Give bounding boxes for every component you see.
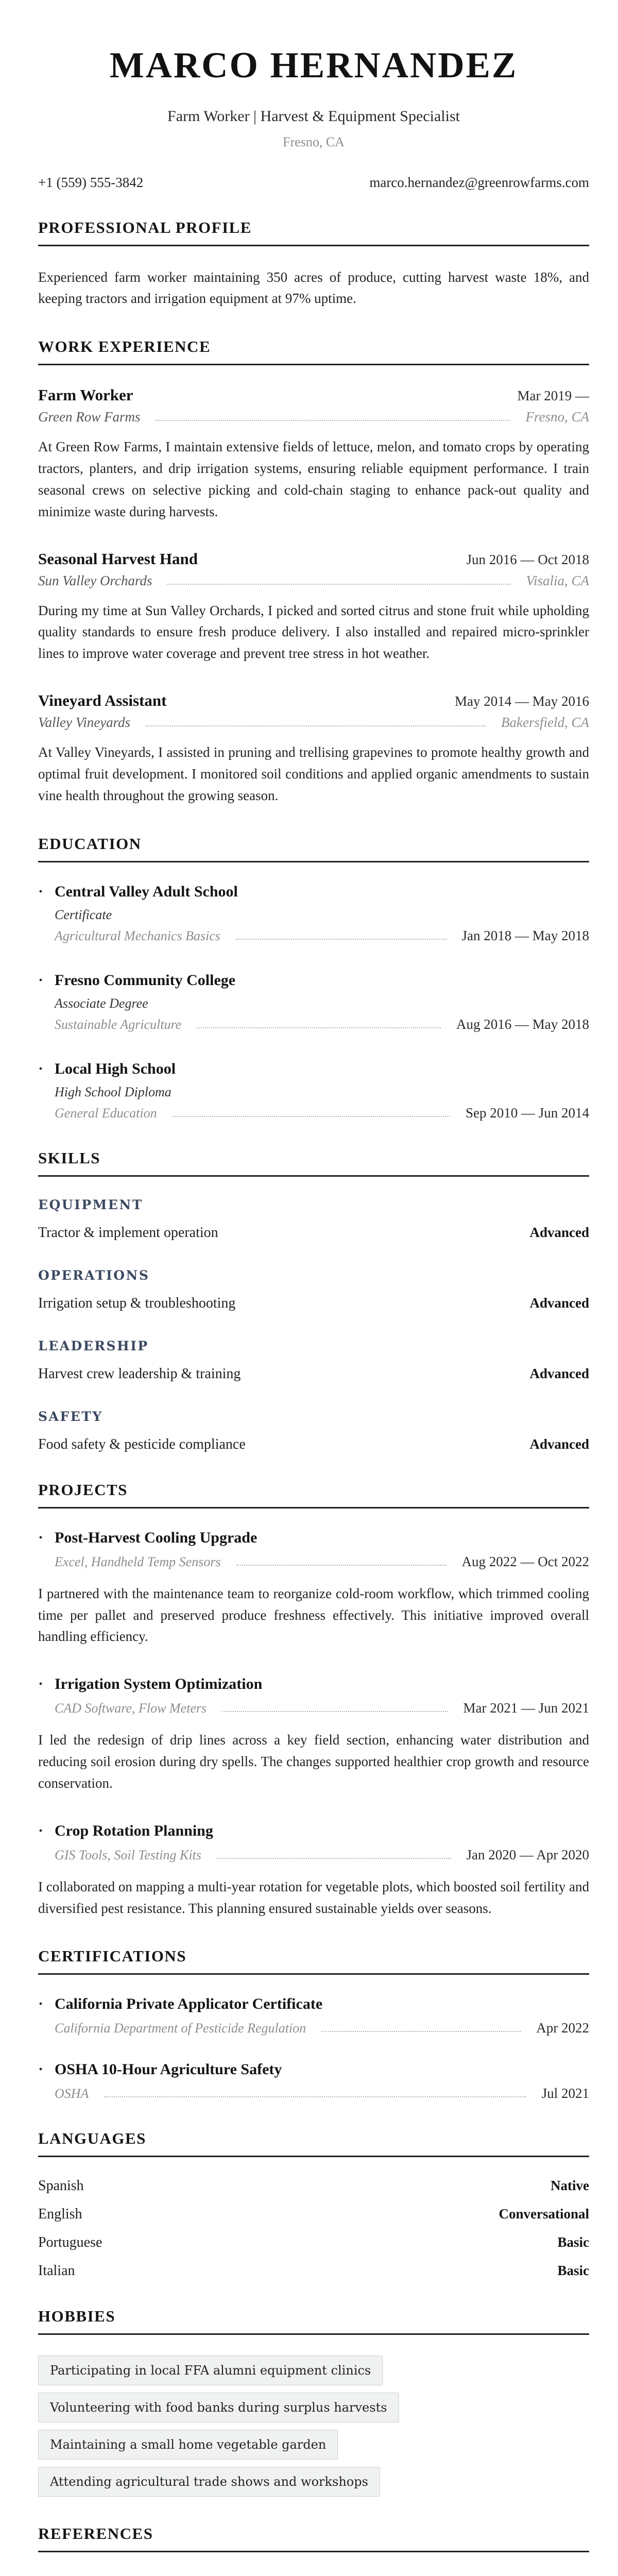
certification-item — [38, 1995, 589, 2036]
skill-category-block — [38, 1409, 589, 1453]
certification-name: California Private Applicator Certificate — [55, 1995, 323, 2013]
section-education — [38, 835, 589, 1121]
certification-item — [38, 2061, 589, 2102]
section-title: CERTIFICATIONS — [38, 1947, 589, 1975]
job-description: At Green Row Farms, I maintain extensive fields of lettuce, melon, and tomato crops by operating tractors, planters, and drip irrigation systems, ensuring reliable equipment performance. I train seasonal crews on selective picking and cold-chain staging to enhance pack-out quality and minimize waste during harvests. — [38, 439, 589, 519]
project-item — [38, 1675, 589, 1794]
leader-line — [173, 1116, 450, 1117]
field-of-study: General Education — [55, 1105, 157, 1121]
job-item — [38, 386, 589, 522]
person-location: Fresno, CA — [283, 134, 345, 149]
section-title: REFERENCES — [38, 2524, 589, 2552]
degree-name: Associate Degree — [55, 995, 148, 1011]
skill-category-label: LEADERSHIP — [38, 1338, 149, 1353]
job-company: Valley Vineyards — [38, 715, 131, 731]
job-description: At Valley Vineyards, I assisted in pruning and trellising grapevines to promote healthy growth and optimal fruit development. I monitored soil conditions and applied organic amendments to sustain vine health throughout the growing season. — [38, 744, 589, 803]
leader-line — [146, 725, 486, 726]
job-item — [38, 550, 589, 665]
leader-line — [156, 420, 510, 421]
section-title: WORK EXPERIENCE — [38, 337, 589, 365]
skill-level: Advanced — [529, 1436, 589, 1452]
certification-issuer: OSHA — [55, 2086, 89, 2102]
field-of-study: Sustainable Agriculture — [55, 1016, 182, 1032]
hobby-text: Volunteering with food banks during surplus harvests — [50, 2400, 387, 2415]
job-location: Visalia, CA — [526, 572, 589, 588]
bullet-icon: · — [38, 883, 44, 900]
leader-line — [236, 939, 446, 940]
bullet-icon: · — [38, 971, 44, 989]
skill-category-block — [38, 1338, 589, 1382]
skill-level: Advanced — [529, 1365, 589, 1381]
profile-text: Experienced farm worker maintaining 350 acres of produce, cutting harvest waste 18%, and keeping tractors and irrigation equipment at 97% uptime. — [38, 269, 589, 307]
section-title: HOBBIES — [38, 2307, 589, 2335]
leader-line — [104, 2096, 526, 2097]
hobby-text: Maintaining a small home vegetable garden — [50, 2437, 327, 2452]
skill-category-block — [38, 1268, 589, 1312]
skill-level: Advanced — [529, 1295, 589, 1311]
degree-name: High School Diploma — [55, 1084, 171, 1099]
project-tools: Excel, Handheld Temp Sensors — [55, 1554, 221, 1569]
section-title: EDUCATION — [38, 835, 589, 862]
language-row — [38, 2263, 589, 2279]
project-name: Crop Rotation Planning — [55, 1822, 213, 1839]
education-item — [38, 883, 589, 944]
resume-header — [38, 46, 589, 150]
hobby-chip — [38, 2355, 383, 2385]
section-projects — [38, 1481, 589, 1920]
project-dates: Mar 2021 — Jun 2021 — [463, 1700, 589, 1716]
person-headline: Farm Worker | Harvest & Equipment Specialist — [167, 107, 460, 125]
leader-line — [222, 1711, 448, 1712]
section-languages — [38, 2129, 589, 2279]
leader-line — [167, 584, 510, 585]
project-dates: Jan 2020 — Apr 2020 — [466, 1846, 589, 1862]
section-work-experience — [38, 337, 589, 806]
job-dates: Mar 2019 — — [517, 388, 589, 404]
language-name: Spanish — [38, 2178, 84, 2194]
project-tools: CAD Software, Flow Meters — [55, 1701, 207, 1716]
skill-name: Tractor & implement operation — [38, 1224, 218, 1241]
section-title: PROFESSIONAL PROFILE — [38, 218, 589, 246]
education-dates: Jan 2018 — May 2018 — [461, 927, 589, 943]
school-name: Central Valley Adult School — [55, 883, 238, 900]
education-dates: Sep 2010 — Jun 2014 — [465, 1105, 589, 1121]
hobby-chip — [38, 2467, 380, 2497]
certification-issuer: California Department of Pesticide Regulation — [55, 2021, 306, 2036]
section-certifications — [38, 1947, 589, 2102]
project-dates: Aug 2022 — Oct 2022 — [461, 1553, 589, 1569]
language-row — [38, 2206, 589, 2223]
bullet-icon: · — [38, 2061, 44, 2078]
language-level: Conversational — [499, 2206, 589, 2222]
skill-category-label: OPERATIONS — [38, 1267, 150, 1283]
degree-name: Certificate — [55, 907, 112, 922]
hobby-text: Participating in local FFA alumni equipment clinics — [50, 2363, 371, 2378]
hobby-text: Attending agricultural trade shows and workshops — [50, 2475, 368, 2489]
section-hobbies — [38, 2307, 589, 2497]
project-name: Irrigation System Optimization — [55, 1675, 263, 1693]
language-name: Portuguese — [38, 2234, 102, 2251]
leader-line — [217, 1858, 451, 1859]
job-item — [38, 691, 589, 807]
job-description: During my time at Sun Valley Orchards, I picked and sorted citrus and stone fruit while upholding quality standards to ensure fresh produce delivery. I also installed and repaired micro-sprinkler lines to improve water coverage and prevent tree stress in hot weather. — [38, 602, 589, 662]
job-company: Green Row Farms — [38, 409, 141, 425]
job-location: Bakersfield, CA — [501, 715, 589, 731]
certification-date: Jul 2021 — [541, 2086, 589, 2102]
bullet-icon: · — [38, 1822, 44, 1839]
field-of-study: Agricultural Mechanics Basics — [55, 928, 221, 943]
bullet-icon: · — [38, 1995, 44, 2013]
skill-name: Harvest crew leadership & training — [38, 1365, 241, 1382]
leader-line — [321, 2031, 521, 2032]
bullet-icon: · — [38, 1675, 44, 1693]
job-company: Sun Valley Orchards — [38, 572, 152, 588]
hobby-chip — [38, 2393, 399, 2422]
language-row — [38, 2178, 589, 2194]
bullet-icon: · — [38, 1529, 44, 1546]
job-location: Fresno, CA — [525, 409, 589, 425]
leader-line — [197, 1027, 441, 1028]
project-description: I partnered with the maintenance team to reorganize cold-room workflow, which trimmed cooling time per pallet and preserved produce freshness effectively. This initiative improved overall handling efficiency. — [38, 1585, 589, 1645]
project-item — [38, 1822, 589, 1920]
project-name: Post-Harvest Cooling Upgrade — [55, 1529, 258, 1546]
language-name: Italian — [38, 2263, 75, 2279]
job-title: Vineyard Assistant — [38, 691, 167, 710]
skill-category-block — [38, 1197, 589, 1241]
leader-line — [236, 1565, 447, 1566]
language-level: Basic — [557, 2263, 589, 2279]
section-references — [38, 2524, 589, 2576]
school-name: Fresno Community College — [55, 971, 236, 989]
skill-name: Food safety & pesticide compliance — [38, 1436, 246, 1452]
hobby-chip — [38, 2430, 338, 2460]
section-title: SKILLS — [38, 1149, 589, 1177]
email-text: marco.hernandez@greenrowfarms.com — [369, 174, 589, 190]
section-title: LANGUAGES — [38, 2129, 589, 2157]
language-row — [38, 2234, 589, 2251]
contact-row — [38, 175, 589, 191]
skill-category-label: EQUIPMENT — [38, 1197, 143, 1212]
education-item — [38, 1060, 589, 1121]
project-description: I collaborated on mapping a multi-year rotation for vegetable plots, which boosted soil fertility and diversified pest resistance. This planning ensured sustainable yields over seasons. — [38, 1878, 589, 1916]
section-professional-profile — [38, 218, 589, 310]
job-title: Farm Worker — [38, 386, 133, 404]
skill-name: Irrigation setup & troubleshooting — [38, 1295, 236, 1311]
person-name: MARCO HERNANDEZ — [109, 45, 518, 86]
project-tools: GIS Tools, Soil Testing Kits — [55, 1847, 201, 1862]
skill-level: Advanced — [529, 1224, 589, 1240]
language-level: Basic — [557, 2234, 589, 2250]
education-item — [38, 972, 589, 1032]
job-title: Seasonal Harvest Hand — [38, 549, 198, 568]
certification-name: OSHA 10-Hour Agriculture Safety — [55, 2061, 282, 2078]
section-skills — [38, 1149, 589, 1453]
school-name: Local High School — [55, 1060, 176, 1077]
job-dates: Jun 2016 — Oct 2018 — [466, 551, 589, 567]
job-dates: May 2014 — May 2016 — [455, 693, 589, 709]
language-name: English — [38, 2206, 82, 2223]
project-item — [38, 1529, 589, 1648]
section-title: PROJECTS — [38, 1481, 589, 1509]
bullet-icon: · — [38, 1060, 44, 1077]
education-dates: Aug 2016 — May 2018 — [456, 1016, 589, 1032]
language-level: Native — [551, 2178, 589, 2194]
phone-text: +1 (559) 555-3842 — [38, 174, 144, 190]
project-description: I led the redesign of drip lines across a key field section, enhancing water distribution and reducing soil erosion during dry spells. The changes supported healthier crop growth and resource conservation. — [38, 1732, 589, 1791]
skill-category-label: SAFETY — [38, 1409, 103, 1424]
certification-date: Apr 2022 — [536, 2020, 589, 2036]
